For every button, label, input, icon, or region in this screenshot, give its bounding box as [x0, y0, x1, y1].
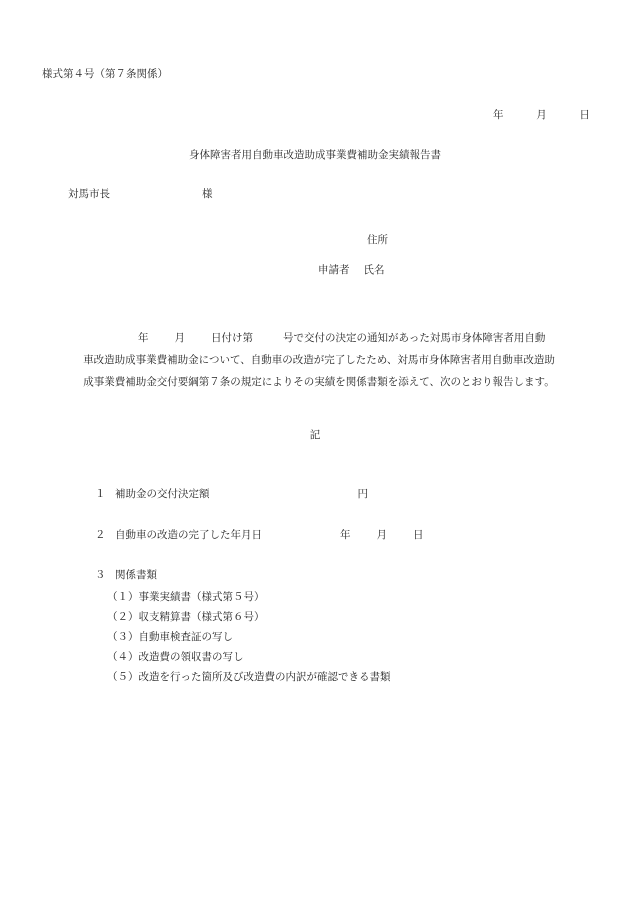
document-list [107, 587, 391, 687]
applicant-label: 申請者 [318, 264, 350, 276]
addressee-honorific: 様 [202, 188, 213, 200]
body-day-ref: 日付け第 [211, 332, 253, 344]
body-number-text: 号で交付の決定の通知があった対馬市身体障害者用自動 [283, 332, 546, 344]
submission-date [493, 110, 590, 121]
yen-unit: 円 [357, 488, 368, 500]
item-number: ２ [95, 529, 106, 541]
item-label: 関係書類 [115, 569, 157, 581]
completion-day-label: 日 [413, 529, 424, 541]
body-year-label: 年 [138, 332, 149, 344]
body-line-2: 車改造助成事業費補助金について、自動車の改造が完了したため、対馬市身体障害者用自動車改造助 [83, 354, 555, 366]
item-completion-date [95, 530, 424, 541]
item-related-documents [95, 570, 157, 581]
date-month-label: 月 [536, 109, 547, 121]
document-title: 身体障害者用自動車改造助成事業費補助金実績報告書 [189, 149, 441, 161]
completion-month-label: 月 [376, 529, 387, 541]
body-month-label: 月 [174, 332, 185, 344]
completion-year-label: 年 [340, 529, 351, 541]
item-grant-amount [95, 489, 368, 500]
document-list-item: （１）事業実績書（様式第５号） [107, 591, 265, 603]
body-line-3: 成事業費補助金交付要綱第７条の規定によりその実績を関係書類を添えて、次のとおり報告します。 [83, 376, 555, 388]
form-number: 様式第４号（第７条関係） [42, 68, 168, 80]
item-number: ３ [95, 569, 106, 581]
address-label: 住所 [367, 234, 388, 246]
applicant-block [318, 265, 385, 276]
date-day-label: 日 [579, 109, 590, 121]
body-line-1 [46, 327, 592, 349]
document-list-item: （５）改造を行った箇所及び改造費の内訳が確認できる書類 [107, 671, 391, 683]
ki-heading: 記 [309, 429, 321, 441]
addressee [68, 189, 213, 200]
addressee-name: 対馬市長 [68, 188, 110, 200]
name-label: 氏名 [363, 264, 385, 276]
date-year-label: 年 [493, 109, 504, 121]
item-label: 補助金の交付決定額 [115, 488, 210, 500]
document-list-item: （４）改造費の領収書の写し [107, 651, 244, 663]
document-list-item: （３）自動車検査証の写し [107, 631, 233, 643]
document-list-item: （２）収支精算書（様式第６号） [107, 611, 265, 623]
report-body [46, 327, 592, 393]
item-label: 自動車の改造の完了した年月日 [115, 529, 262, 541]
item-number: １ [95, 488, 106, 500]
